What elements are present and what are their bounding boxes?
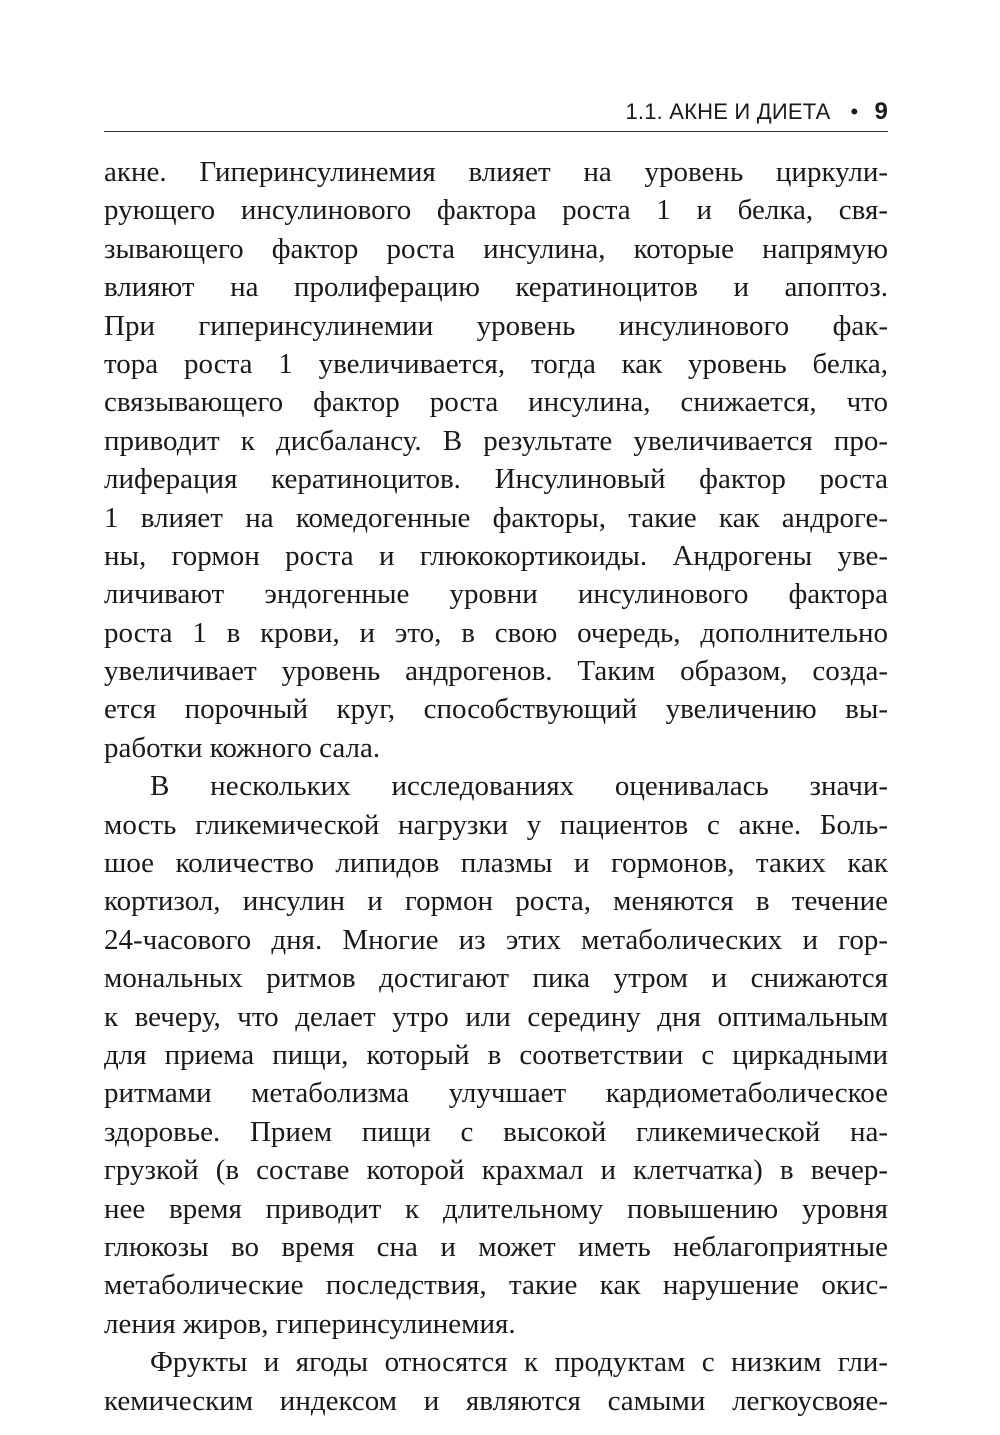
text-line: глюкозы во время сна и может иметь неблагоприятные (104, 1230, 888, 1263)
page-number: 9 (874, 98, 888, 125)
text-line: кортизол, инсулин и гормон роста, меняются в течение (104, 885, 888, 918)
text-line: для приема пищи, который в соответствии с циркадными (104, 1038, 888, 1071)
text-line: кемическим индексом и являются самыми легкоусвояе- (104, 1384, 888, 1417)
text-line: увеличивает уровень андрогенов. Таким образом, созда- (104, 655, 888, 688)
text-line: ритмами метаболизма улучшает кардиометаболическое (104, 1077, 888, 1110)
text-line: работки кожного сала. (104, 731, 381, 764)
running-title: 1.1. АКНЕ И ДИЕТА (625, 99, 831, 124)
text-line: Фрукты и ягоды относятся к продуктам с низким гли- (150, 1346, 888, 1379)
text-line: акне. Гиперинсулинемия влияет на уровень циркули- (104, 156, 888, 188)
text-line: При гиперинсулинемии уровень инсулинового фак- (104, 309, 888, 342)
text-line: влияют на пролиферацию кератиноцитов и апоптоз. (104, 271, 888, 304)
text-line: личивают эндогенные уровни инсулинового фактора (104, 578, 888, 611)
header-rule (104, 131, 888, 132)
text-line: ления жиров, гиперинсулинемия. (104, 1307, 516, 1340)
text-line: ны, гормон роста и глюкокортикоиды. Андрогены уве- (104, 539, 888, 572)
body-text (104, 153, 888, 1420)
text-line: рующего инсулинового фактора роста 1 и белка, свя- (104, 194, 888, 227)
text-line: к вечеру, что делает утро или середину дня оптимальным (104, 1000, 888, 1033)
text-line: 24-часового дня. Многие из этих метаболических и гор- (104, 923, 888, 956)
text-line: грузкой (в составе которой крахмал и клетчатка) в вечер- (104, 1154, 888, 1187)
text-line: ется порочный круг, способствующий увеличению вы- (104, 693, 888, 726)
text-line: тора роста 1 увеличивается, тогда как уровень белка, (104, 347, 888, 380)
running-header (104, 92, 888, 132)
text-line: приводит к дисбалансу. В результате увеличивается про- (104, 424, 888, 457)
text-line: В нескольких исследованиях оценивалась значи- (150, 770, 888, 803)
text-line: зывающего фактор роста инсулина, которые напрямую (104, 232, 888, 265)
text-line: связывающего фактор роста инсулина, снижается, что (104, 386, 888, 419)
text-line: здоровье. Прием пищи с высокой гликемической на- (104, 1115, 888, 1148)
text-line: нее время приводит к длительному повышению уровня (104, 1192, 888, 1225)
text-line: метаболические последствия, такие как нарушение окис- (104, 1269, 888, 1302)
text-line: 1 влияет на комедогенные факторы, такие как андроге- (104, 501, 888, 534)
text-line: мональных ритмов достигают пика утром и снижаются (104, 962, 888, 995)
bullet-separator: • (850, 99, 859, 124)
text-line: роста 1 в крови, и это, в свою очередь, дополнительно (104, 616, 888, 649)
text-line: шое количество липидов плазмы и гормонов, таких как (104, 847, 888, 880)
text-line: мость гликемической нагрузки у пациентов с акне. Боль- (104, 808, 888, 841)
text-line: лиферация кератиноцитов. Инсулиновый фактор роста (104, 463, 888, 496)
